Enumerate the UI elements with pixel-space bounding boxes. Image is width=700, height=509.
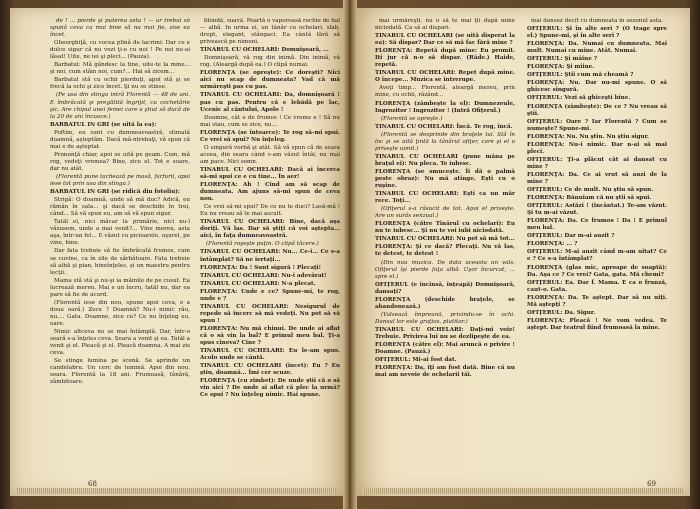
paragraph: Gheorghiţă, cu vocea plină de lacrimi: Dar ce e dulce sigur că nu vezi ţi-e cu noi ! Pe noi ne-ai lăsat! Uite, ne iei şi pleci... (Pauza). [50,40,190,61]
paragraph: Barbatul stă cu ochii pierduţi, apoi stă şi se frecă la ochi şi zice încet. Şi nu se stinse. [50,77,190,91]
left-page-column-2 [200,18,340,466]
dialogue-line: FLORENŢA (se opreşte): Ce doreşti? Nici aici nu scap de dumneata? Vad că mă urmăreşti pas cu pas. [200,70,340,91]
dialogue-line: FLORENŢA (către Tînărul cu ochelari): Eu nu te iubesc... Şi nu te voi iubi niciodată. [375,221,515,235]
dialogue-line: TINARUL CU OCHELARI: Încă. Te rog, încă. [375,123,513,130]
dialogue-line: BARBATUL IN GRI (se uită la ea): [50,121,157,128]
dialogue-line: FLORENŢA (către el): Mai aruncă o privire ! Doamne. (Pauză.) [375,342,515,356]
dialogue-line: FLORENŢA (zâmbeşte): De ce ? Nu vreau să ştii. [527,103,667,117]
left-page-edge [16,488,336,494]
paragraph: Mama stă stă şi nu-şi ia mâinile de pe cusut. Ea lucrează mereu. Mai e un lucru, tatăl nu, dar ea pare să fie de acord. [50,277,190,298]
stage-direction: (Florentă se opreşte.) [381,115,443,122]
dialogue-line: OFIŢERUL: Da. Sigur. [527,309,596,316]
dialogue-line: TINARUL CU OCHELARI: Da, domnişoară ! pas cu pas. Pentru că e lebădă pe lac, Ucenic al cântului, Apolo ! [200,92,340,113]
dialogue-line: TINARUL CU OCHELARI: Eşti ca un măr rece. Toţi... [375,191,515,205]
dialogue-line: TINARUL CU OCHELARI (pune mâna pe braţul ei): Nu pleca. Te iubesc. [375,153,515,167]
paragraph: mai dansez decît cu dumneata în sezonul asta. [531,18,664,24]
dialogue-line: TINARUL CU OCHELARI: Domnişoară, ... [200,47,329,54]
dialogue-line: OFIŢERUL: Oare ? Iar Florentă ? Cum se numeşte? Spune-mi. [527,118,667,132]
paragraph: Doamne, cât e de frumos ! Ce vreme e ! Să nu mai stau, cum se zice, nu... [200,114,340,128]
dialogue-line: FLORENŢA: Nu mă chinui. De unde ai aflat că o să vin la bal? E primul meu bal. Ţi-a spus cineva? Cine ? [200,325,340,347]
dialogue-line: OFIŢERUL: Dar m-ai auzit ? [527,233,615,240]
dialogue-line: FLORENŢA: Ah ! Cînd am să scap de dumneata. Am ajuns să-mi spun de ceva nou. [200,182,340,203]
paragraph: Barbatul: Mă gândesc la tine, uite-te la mine... şi noi, cum stăm noi, cum?... Hai să zicem... [50,62,190,76]
dialogue-line: TINARUL CU OCHELARI: Daţi-mi voie! Trebuie. Privirea lui nu se dezlipeşte de ea. [375,326,515,340]
dialogue-line: OFIŢERUL: M-ai auzit când m-am uitat? Ce e ? Ce s-a întâmplat? [527,249,667,263]
dialogue-line: FLORENŢA: Nu-i nimic. Dar n-ai să mai pleci. [527,141,667,155]
right-page-number: 69 [647,480,656,488]
dialogue-line: FLORENŢA (se întoarce): Te rog să-mi spui. Ce vrei să spui? Nu înţeleg. [200,129,340,143]
paragraph: O singură vorbă şi atât. Să vă spun că de seara aceea, din seara când v-am văzut întâi, nu mai am pace. Nici somn. [200,144,340,165]
right-page-column-1 [375,18,515,466]
dialogue-line: TINARUL CU OCHELARI: N-a plecat. [200,280,316,287]
stage-direction: (Ofiţerul s-a răsucit de tot. Apoi el priveşte. Are un surâs senzual.) [375,206,515,220]
dialogue-line: FLORENŢA: Da. Ce frumos ! Da ! E primul meu bal. [527,218,667,232]
stage-direction: (Florentă se desprinde din braţele lui. Stă în loc şi se uită ţintă la tânărul ofiţer, care şi el o priveşte uimit.) [375,131,515,152]
paragraph: Se stinge lumina pe scenă. Se aprinde un candelabru. Un cerc de lumină. Apoi din nou, seara. Florentă la 18 ani. Frumoasă, tânără, zâmbitoare. [50,358,190,386]
dialogue-line: OFIŢERUL: Ştii cum mă cheamă ? [527,72,634,79]
paragraph: mai urmăreşti, nu o să te mai ţii după mine niciodată. Ca să ai dispari. [375,18,515,32]
dialogue-line: FLORENŢA: Nu. Nu ştiu. Nu ştiu sigur. [527,133,649,140]
dialogue-line: TINARUL CU OCHELARI: Nu... Ce-i... Ce s-a întâmplat? Să ne iertaţi... [200,249,340,263]
dialogue-line: FLORENŢA (deschide braţele, se abandonează.) [375,296,515,310]
right-page [357,8,690,496]
paragraph: Aveţi timp... Florentă, aleargă mereu, prin mine, cu ochii, râzând... [375,85,515,99]
dialogue-line: FLORENŢA: Bănuiam că nu ştii să spui. [527,195,652,202]
paragraph: Nimic altceva nu se mai întâmplă. Dar, într-o seară s-a înţeles ceva. Seara a venit şi ea. Tatăl a venit şi el. Pleacă şi el. Pleacă doamna. A mai zis ceva. [50,328,190,357]
stage-direction: (Florentă pune tachează pe masă, farfurii, apoi iese tot prin usa din stinga.) [50,173,190,188]
dialogue-line: FLORENŢA: Da, îţi am fost dată. Bine că nu mai am nevoie de ochelarii tăi. [375,365,515,379]
dialogue-line: TINARUL CU OCHELARI: Bine, dacă aşa doriţi. Vă las. Dar să ştiţi că voi aştepta... aici, în faţa dumneavoastră. [200,219,340,240]
dialogue-line: FLORENŢA: Repetă după mine: Eu promit. Iti jur că n-o să dispar. (Râde.) Haide, repetă. [375,48,515,69]
dialogue-line: FLORENŢA: Da. Te aştept. Dar să nu uiţi. Mă aştepţi ? [527,294,667,308]
paragraph: blondă, suavă. Poartă o vaporoasă rochie de bal — albă. In urma ei, un tânăr cu ochelari, slab, drept, elegant, stângaci. Ea cântă fără să privească pe nimeni. [200,18,340,46]
left-page [10,8,343,496]
left-page-number: 68 [88,480,97,488]
stage-direction: (Valsează împreună, privindu-se în ochi. Dansul lor este graţios, plutitor.) [375,311,515,325]
dialogue-line: TINARUL CU OCHELARI: Nesigurul de repede să încerc să mă vedeţi. Nu pot să vă spun ! [200,303,340,324]
dialogue-line: FLORENŢA: Unde e ce? Spune-mi, te rog, unde e ? [200,288,340,302]
paragraph: Pronunţă chiar, apoi se uită pe geam. Cum, mă rog, vedeţi vremea? Bine, zice el. Tot e soare, dar nu atât. [50,151,190,172]
paragraph: Domnişoară, vă rog din inimă. Din inimă, vă rog. (Aleargă după ea.) O clipă numai. [200,55,340,69]
dialogue-line: FLORENŢA: Da. Numai cu dumneata. Mai mult. Numai cu mine. Atât. Numai. [527,41,667,55]
dialogue-line: OFIŢERUL: Vezi să ghiceşti bine. [527,95,631,102]
stage-direction: (Florentă roşeşte puţin. O clipă tăcere.) [206,241,319,248]
right-page-column-2 [527,18,667,466]
stage-direction: de ! ... pierde şi puterea asta ! — ar trebui să spună ceva ca mai bine să nu mai fie, zise ea încet. [50,18,190,39]
dialogue-line: BARBATUL IN GRI (se ridică din fotoliu): [50,189,180,196]
stage-direction: (Pe usa din stinga intră Florentă — 48 de ani. E îmbrăcată şi pregătită îngrijit, cu cochetărie şic. Are chipul unei femei care a ştiut să ducă de la 20 de ani încoace.) [50,92,190,120]
dialogue-line: OFIŢERUL: Şi în alte seri ? (O trage spre el.) Spune-mi, şi în alte seri ? [527,26,667,40]
paragraph: Strigă: O doamnă, unde să mă duc? Adică, eu rămân în sala... şi dacă se deschide în trei, când... Să vă spun eu, am să vă spun sigur. [50,197,190,218]
dialogue-line: OFIŢERUL: Şi mâine ? [527,56,597,63]
dialogue-line: FLORENŢA: Şi ce dacă? Plecaţi. Nu vă las, te detest, te detest ! [375,244,515,258]
paragraph: Tatăl el, nici măcar la primărie, nici nu-l văzusem, unde a mai venit?... Vine mereu, asta aşa, într-un fel... E văzut cu picioarele, uşurel, pe vine, bine. [50,219,190,247]
dialogue-line: FLORENŢA: Da ! Sunt sigură ! Plecaţi! [200,264,322,271]
dialogue-line: OFIŢERUL: Ce de mult. Nu ştiu să spun. [527,187,654,194]
dialogue-line: TINARUL CU OCHELARI: Eu le-am spus. Acolo unde se cântă. [200,348,340,362]
paragraph: Dar fata trebuie să fie îmbrăcată frumos, cum se cuvine, ca în zile de sărbătoare. Fata trebuie să aibă şi pian, bineînţeles, şi un maestru pentru lecţii. [50,248,190,276]
dialogue-line: OFIŢERUL: Ţi-a plăcut cât ai dansat cu mine ? [527,156,667,170]
dialogue-line: FLORENŢA (cu zîmbet): De unde ştii că o să vin aici ? De unde ai aflat că plec la urmă? Ce spui ? Nu înţeleg nimic. Hai spune. [200,378,340,399]
dialogue-line: FLORENŢA: Nu. Dar nu-mi spune. O să ghicesc singură. [527,80,667,94]
dialogue-line: FLORENŢA (se smuceşte. Îi dă o palmă peste obraz): Nu mă atinge. Eşti cu o ruşine. [375,168,515,190]
dialogue-line: OFIŢERUL: Ea. Dar f. Mama. E ca o frunză, caut-o. Gata. [527,279,667,293]
dialogue-line: FLORENŢA: ... ? [527,241,578,248]
dialogue-line: TINARUL CU OCHELARI (încet): Eu ? Eu ştiu, doamnă... Îmi cer scuze. [200,363,340,377]
dialogue-line: TINARUL CU OCHELARI: Repet după mine. O începe... Muzica se întrerupe. [375,70,515,84]
dialogue-line: FLORENŢA: Şi mîine. [527,64,595,71]
dialogue-line: OFIŢERUL (e încinsă, înţeapă) Domnişoară, dansaţi? [375,281,515,295]
dialogue-line: TINARUL CU OCHELARI: Nu pot să mă tot... [375,236,515,243]
dialogue-line: FLORENŢA (glas mic, aproape de soaptă): Da. Aşa ce ? Ce vrei? Gata, gata. Mă chemi? [527,264,667,278]
dialogue-line: TINARUL CU OCHELARI (se uită disperat la ea): Să dispar? Dar ce să mă fac fără mine ? [375,33,515,47]
dialogue-line: FLORENŢA: Pleacă ! Ne vom vedea. Te aştept. Dar teatrul fiind frumoasă la mine. [527,317,667,331]
dialogue-line: TINARUL CU OCHELARI: Dacă ai încerca să-mi spui ce e cu tine... În aer! [200,166,340,180]
book-gutter [343,0,357,509]
stage-direction: (Din nou muzica. De data aceasta un vals. Ofiţerul îşi pierde faţa albă. Uşor încurcat, ... spre el.) [375,259,515,280]
dialogue-line: OFIŢERUL: Astăzi ! (încântat.) Te-am văzut. Şi tu m-ai văzut. [527,203,667,217]
dialogue-line: OFIŢERUL: Mi-ai fost dat. [375,357,457,364]
left-page-column-1 [50,18,190,466]
paragraph: (Florentă iese din nou, spune apoi ceva, e a doua oară.) Zece ? Doamnă? Nu-i nimic rău, nu.... Gata. Doamne, zice ce? Ce nu înţeleg eu, oare. [50,299,190,327]
right-page-edge [363,488,683,494]
dialogue-line: TINARUL CU OCHELARI: Nu-i adevărat! [200,272,327,279]
dialogue-line: FLORENŢA (zâmbeşte la el): Dumnezeule, Ingrozitor ! Ingrozitor ! (Intră Ofiţerul.) [375,100,515,114]
dialogue-line: FLORENŢA: Da. Ce ai vrut să auzi de la mine ? [527,171,667,185]
paragraph: Poftim, eu sunt cu dumneavoastră, stimată doamnă, aşteptăm. Dacă mă-ntrebaţi, vă spun că mai e de aşteptat. [50,129,190,150]
paragraph: Ce vrei să-mi spui? De ce nu te duci? Lasă-mă ! Eu nu vreau să te mai ascult. [200,204,340,218]
